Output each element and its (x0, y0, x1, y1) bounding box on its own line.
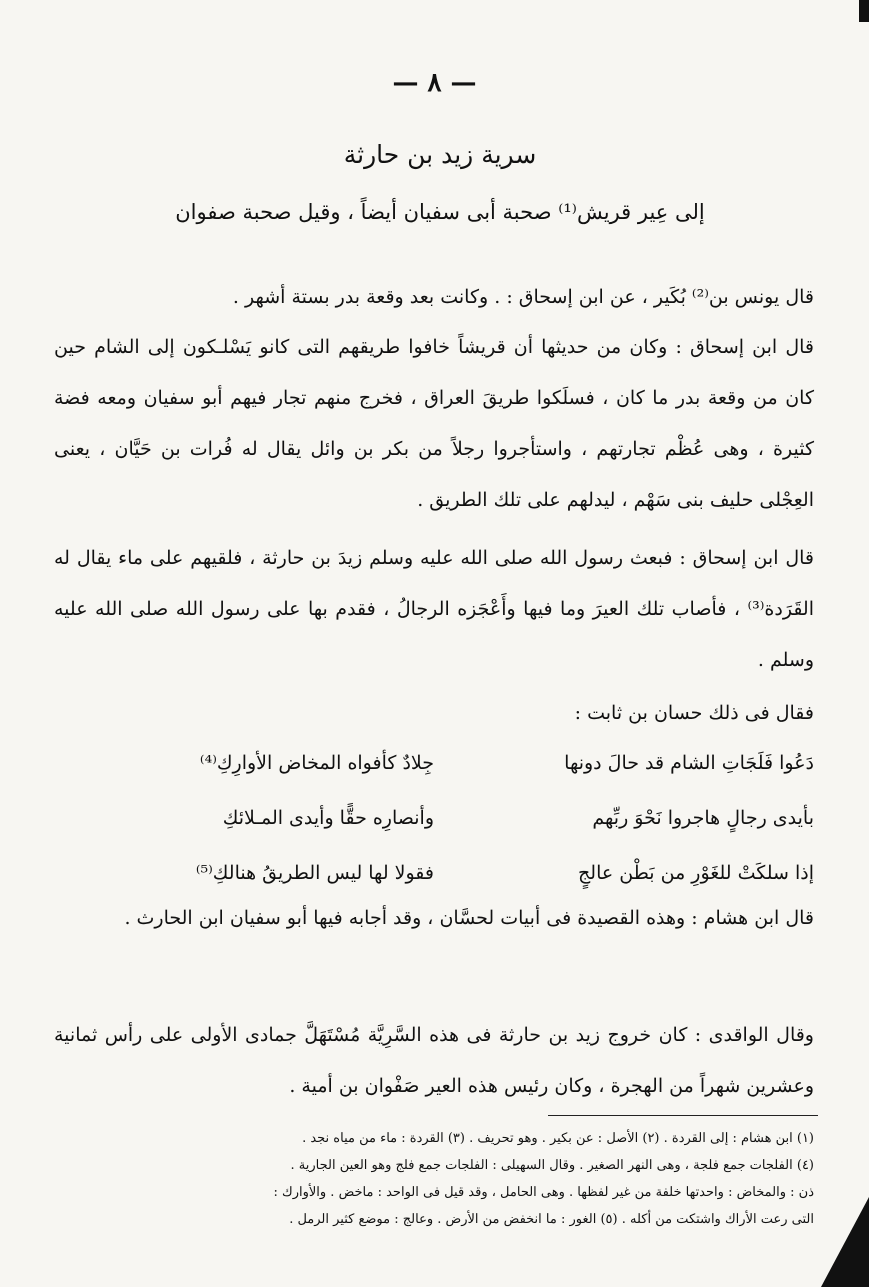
paragraph-1: قال يونس بن⁽²⁾ بُكَير ، عن ابن إسحاق : . وكانت بعد وقعة بدر بستة أشهر . (232, 286, 814, 308)
scan-corner-shadow (821, 1197, 869, 1287)
verse-line (54, 738, 814, 788)
paragraph-2: قال ابن إسحاق : وكان من حديثها أن قريشاً خافوا طريقهم التى كانو يَسْلـكون إلى الشام حين كان من وقعة بدر ما كان ، فسلَكوا طريقَ العراق ، فخرج منهم تجار فيهم أبو سفيان ومعه فضة كثيرة ، وهى عُظْم تجارتهم ، واستأجروا رجلاً من بكر بن وائل يقال له فُرات بن حَيَّان ، يعنى العِجْلى حليف بنى سَهْم ، ليدلهم على تلك الطريق . (54, 336, 814, 511)
verse-second-hemistich: وأنصارِه حقًّا وأيدى المـلائكِ (222, 807, 434, 829)
verse-first-hemistich: بأيدى رجالٍ هاجروا نَحْوَ ربِّهم (592, 807, 814, 829)
footnote-line: التى رعت الأراك واشتكت من أكله . (٥) الغور : ما انخفض من الأرض . وعالج : موضع كثير الرمل . (289, 1212, 814, 1227)
poem-intro: فقال فى ذلك حسان بن ثابت : (574, 702, 814, 724)
footnote-divider (548, 1115, 818, 1116)
footnote-line: (٤) الفلجات جمع فلجة ، وهى النهر الصغير . وقال السهيلى : الفلجات جمع فلج وهو العين الجارية . (290, 1158, 814, 1173)
verse-line (54, 793, 814, 843)
chapter-title: سرية زيد بن حارثة (343, 140, 537, 169)
paragraph-6: وقال الواقدى : كان خروج زيد بن حارثة فى هذه السَّرِيَّة مُسْتَهَلَّ جمادى الأولى على رأس ثمانية وعشرين شهراً من الهجرة ، وكان رئيس هذه العير صَفْوان بن أمية . (54, 1024, 814, 1097)
verse-second-hemistich: فقولا لها ليس الطريقُ هنالكِ⁽⁵⁾ (195, 862, 434, 884)
footnote-line: (١) ابن هشام : إلى القردة . (٢) الأصل : عن بكير . وهو تحريف . (٣) القردة : ماء من مياه نجد . (302, 1131, 814, 1146)
paragraph-5: قال ابن هشام : وهذه القصيدة فى أبيات لحسَّان ، وقد أجابه فيها أبو سفيان ابن الحارث . (124, 907, 814, 929)
chapter-subtitle: إلى عِير قريش⁽¹⁾ صحبة أبى سفيان أيضاً ، وقيل صحبة صفوان (175, 200, 705, 224)
scan-edge-mark (859, 0, 869, 22)
paragraph-3: قال ابن إسحاق : فبعث رسول الله صلى الله عليه وسلم زيدَ بن حارثة ، فلقيهم على ماء يقال له القَرَدة⁽³⁾ ، فأصاب تلك العيرَ وما فيها وأَعْجَزه الرجالُ ، فقدم بها على رسول الله صلى الله عليه وسلم . (54, 547, 814, 671)
verse-second-hemistich: جِلادٌ كأفواه المخاض الأوارِكِ⁽⁴⁾ (199, 752, 434, 774)
footnotes (44, 1125, 814, 1233)
verse-first-hemistich: إذا سلكَتْ للغَوْرِ من بَطْن عالجٍ (578, 862, 814, 884)
footnote-line: ذن : والمخاض : واحدتها خلفة من غير لفظها . وهى الحامل ، وقد قيل فى الواحد : ماخض . والأوارك : (273, 1185, 814, 1200)
page-number: — ٨ — (392, 68, 477, 98)
verse-line (54, 848, 814, 898)
verse-first-hemistich: دَعُوا فَلَجَاتِ الشام قد حالَ دونها (564, 752, 814, 774)
